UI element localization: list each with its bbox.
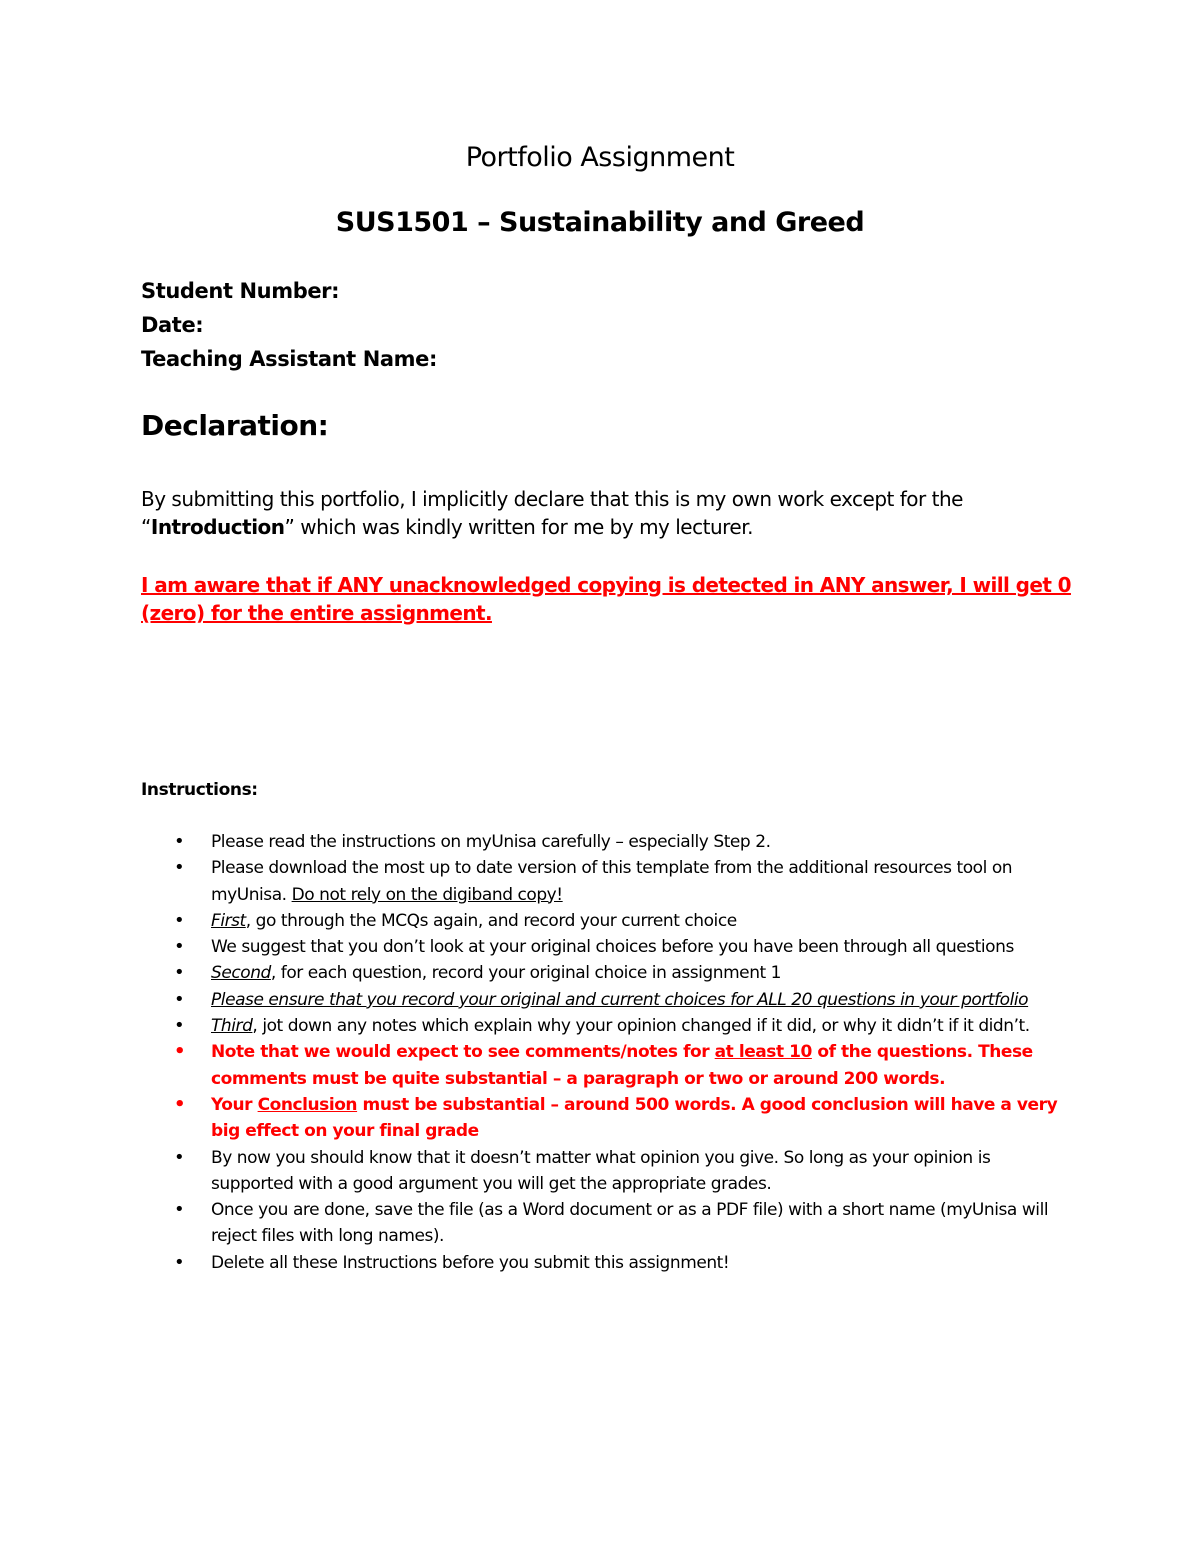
student-number-label: Student Number: xyxy=(141,279,340,303)
instructions-heading: Instructions: xyxy=(141,780,258,800)
instruction-emphasis: Conclusion xyxy=(257,1094,358,1115)
instruction-emphasis: Please ensure that you record your original and current choices for ALL 20 questions in your portfolio xyxy=(211,989,1029,1010)
instruction-text: must be substantial – around 500 words. A good conclusion will have a very big effect on your final grade xyxy=(211,1094,1058,1142)
list-item xyxy=(0,1092,1071,1145)
bullet-icon: • xyxy=(174,1015,185,1037)
declaration-text-end: ” which was kindly written for me by my lecturer. xyxy=(284,515,753,539)
instruction-text: We suggest that you don’t look at your original choices before you have been through all questions xyxy=(211,937,1014,958)
list-item xyxy=(0,855,1071,908)
instruction-text: , go through the MCQs again, and record your current choice xyxy=(245,910,737,931)
list-item xyxy=(0,960,1071,986)
list-item xyxy=(0,1197,1071,1250)
instruction-emphasis: at least 10 xyxy=(714,1042,812,1063)
instruction-text: of the questions. These comments must be quite substantial – a paragraph or two or around 200 words. xyxy=(211,1042,1033,1089)
list-item xyxy=(0,829,1071,855)
instruction-emphasis: Do not rely on the digiband copy! xyxy=(291,884,563,905)
bullet-icon: • xyxy=(174,857,185,879)
declaration-text-start: By submitting this portfolio, I implicitly declare that this is my own work except for the “ xyxy=(141,487,963,539)
list-item xyxy=(0,1039,1071,1092)
introduction-keyword: Introduction xyxy=(150,515,285,539)
bullet-icon: • xyxy=(174,1199,185,1221)
list-item xyxy=(0,987,1071,1013)
bullet-icon: • xyxy=(174,1093,186,1115)
bullet-icon: • xyxy=(174,936,185,958)
instruction-text: By now you should know that it doesn’t matter what opinion you give. So long as your opinion is supported with a good argument you will get the appropriate grades. xyxy=(211,1147,991,1194)
instruction-text: Please download the most up to date version of this template from the additional resources tool on myUnisa. xyxy=(211,858,1013,905)
instruction-text: Note that we would expect to see comments/notes for xyxy=(211,1042,715,1063)
bullet-icon: • xyxy=(174,1041,186,1063)
instruction-emphasis: Third xyxy=(211,1016,253,1037)
list-item xyxy=(0,1145,1071,1198)
student-info-fields xyxy=(141,274,437,376)
instruction-text: Delete all these Instructions before you submit this assignment! xyxy=(211,1252,730,1273)
plagiarism-warning: I am aware that if ANY unacknowledged copying is detected in ANY answer, I will get 0 (zero) for the entire assignment. xyxy=(141,573,1071,625)
list-item xyxy=(0,908,1071,934)
list-item xyxy=(0,1250,1071,1276)
teaching-assistant-label: Teaching Assistant Name: xyxy=(141,347,437,371)
bullet-icon: • xyxy=(174,1251,185,1273)
instruction-text: , jot down any notes which explain why your opinion changed if it did, or why it didn’t if it didn’t. xyxy=(252,1016,1030,1037)
bullet-icon: • xyxy=(174,831,185,852)
instruction-text: , for each question, record your original choice in assignment 1 xyxy=(270,963,782,984)
date-label: Date: xyxy=(141,313,204,337)
instructions-list xyxy=(0,829,1200,1276)
list-item xyxy=(0,934,1071,960)
declaration-heading: Declaration: xyxy=(141,409,329,442)
instruction-text: Your xyxy=(211,1094,258,1115)
document-title: Portfolio Assignment xyxy=(465,142,735,173)
bullet-icon: • xyxy=(174,1146,185,1168)
list-item xyxy=(0,1013,1071,1039)
bullet-icon: • xyxy=(174,962,185,984)
instruction-emphasis: First xyxy=(211,910,246,931)
bullet-icon: • xyxy=(174,988,185,1010)
instruction-text: Once you are done, save the file (as a Word document or as a PDF file) with a short name (myUnisa will reject files with long names). xyxy=(211,1200,1049,1247)
course-subtitle: SUS1501 – Sustainability and Greed xyxy=(335,207,865,238)
instruction-text: Please read the instructions on myUnisa carefully – especially Step 2. xyxy=(211,832,771,852)
instruction-emphasis: Second xyxy=(211,963,271,984)
bullet-icon: • xyxy=(174,909,185,931)
declaration-paragraph xyxy=(141,485,1041,541)
